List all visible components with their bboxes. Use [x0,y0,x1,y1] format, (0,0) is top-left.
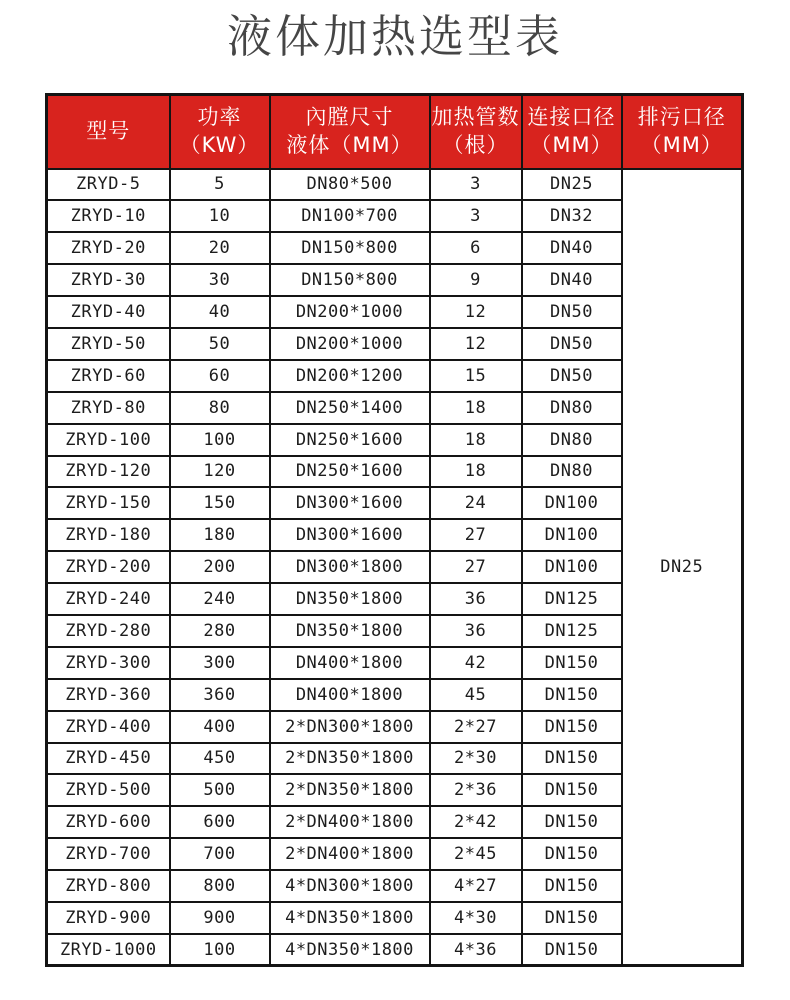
table-cell: 80 [170,392,270,424]
table-header [47,95,743,169]
table-cell: 2*DN350*1800 [270,743,430,775]
table-cell: DN300*1800 [270,551,430,583]
table-cell: ZRYD-280 [47,615,170,647]
header-power-line1: 功率 [197,105,242,130]
table-cell: ZRYD-40 [47,296,170,328]
table-cell: 24 [430,487,522,519]
header-tube-count [430,95,522,169]
table-cell: ZRYD-100 [47,424,170,456]
table-cell: DN250*1600 [270,424,430,456]
table-cell: 360 [170,679,270,711]
table-cell: 60 [170,360,270,392]
table-cell: DN80*500 [270,169,430,201]
table-cell: 2*DN300*1800 [270,711,430,743]
table-cell: DN40 [522,264,622,296]
header-power [170,95,270,169]
table-cell: 3 [430,200,522,232]
table-cell: ZRYD-600 [47,806,170,838]
table-cell: ZRYD-180 [47,519,170,551]
table-cell: 20 [170,232,270,264]
header-chamber-size [270,95,430,169]
header-tube-count-line1: 加热管数 [431,105,520,130]
header-drain-diameter-line2: （MM） [640,132,723,157]
table-cell: ZRYD-450 [47,743,170,775]
table-cell: 9 [430,264,522,296]
table-cell: DN40 [522,232,622,264]
table-cell: 100 [170,424,270,456]
table-cell: 800 [170,870,270,902]
table-cell: 600 [170,806,270,838]
table-cell: DN200*1200 [270,360,430,392]
header-model-line1: 型号 [86,119,131,144]
table-cell: 18 [430,424,522,456]
table-cell: DN100 [522,487,622,519]
table-cell: DN150 [522,934,622,966]
table-cell: DN200*1000 [270,296,430,328]
table-cell: DN250*1400 [270,392,430,424]
header-tube-count-line2: （根） [442,132,509,157]
selection-table [45,93,744,967]
table-cell: DN250*1600 [270,456,430,488]
table-body [47,169,743,966]
table-cell: 18 [430,456,522,488]
table-cell: 18 [430,392,522,424]
table-cell: DN50 [522,296,622,328]
table-cell: 280 [170,615,270,647]
table-cell: DN150 [522,679,622,711]
table-cell: ZRYD-300 [47,647,170,679]
table-cell: DN200*1000 [270,328,430,360]
table-cell: 2*DN350*1800 [270,774,430,806]
table-cell: DN150 [522,711,622,743]
page-title: 液体加热选型表 [226,10,563,63]
table-cell: 2*27 [430,711,522,743]
table-cell: DN100 [522,519,622,551]
table-cell: ZRYD-700 [47,838,170,870]
table-cell: 180 [170,519,270,551]
table-cell: DN50 [522,328,622,360]
table-cell: ZRYD-360 [47,679,170,711]
drain-diameter-merged-cell: DN25 [622,169,743,966]
header-connection-diameter [522,95,622,169]
table-cell: 50 [170,328,270,360]
table-cell: ZRYD-30 [47,264,170,296]
table-cell: 4*36 [430,934,522,966]
table-cell: 2*DN400*1800 [270,806,430,838]
table-cell: DN125 [522,615,622,647]
table-cell: DN400*1800 [270,647,430,679]
table-cell: 45 [430,679,522,711]
table-cell: 30 [170,264,270,296]
table-cell: ZRYD-400 [47,711,170,743]
table-cell: ZRYD-10 [47,200,170,232]
header-drain-diameter [622,95,743,169]
table-cell: ZRYD-80 [47,392,170,424]
header-model [47,95,170,169]
table-cell: DN80 [522,456,622,488]
table-cell: ZRYD-5 [47,169,170,201]
table-cell: 100 [170,934,270,966]
header-connection-diameter-line2: （MM） [530,132,613,157]
table-cell: DN150*800 [270,264,430,296]
table-cell: 4*27 [430,870,522,902]
table-cell: 10 [170,200,270,232]
table-cell: 2*DN400*1800 [270,838,430,870]
table-cell: ZRYD-900 [47,902,170,934]
table-cell: DN80 [522,424,622,456]
table-cell: 15 [430,360,522,392]
table-cell: 3 [430,169,522,201]
table-cell: 40 [170,296,270,328]
header-drain-diameter-line1: 排污口径 [637,105,726,130]
table-cell: 12 [430,296,522,328]
table-cell: 400 [170,711,270,743]
header-chamber-size-line2: 液体（MM） [286,132,413,157]
table-cell: 4*30 [430,902,522,934]
table-cell: 2*42 [430,806,522,838]
table-cell: DN350*1800 [270,583,430,615]
table-cell: DN50 [522,360,622,392]
table-cell: ZRYD-200 [47,551,170,583]
table-cell: 120 [170,456,270,488]
table-cell: 36 [430,583,522,615]
table-cell: ZRYD-500 [47,774,170,806]
table-cell: 4*DN300*1800 [270,870,430,902]
table-cell: DN300*1600 [270,487,430,519]
table-cell: DN32 [522,200,622,232]
table-cell: DN150 [522,838,622,870]
table-cell: DN400*1800 [270,679,430,711]
table-cell: ZRYD-800 [47,870,170,902]
table-cell: DN25 [522,169,622,201]
table-cell: 450 [170,743,270,775]
table-cell: 700 [170,838,270,870]
table-cell: DN100*700 [270,200,430,232]
table-cell: 200 [170,551,270,583]
table-cell: DN350*1800 [270,615,430,647]
table-cell: 42 [430,647,522,679]
header-connection-diameter-line1: 连接口径 [527,105,616,130]
table-cell: 2*30 [430,743,522,775]
table-cell: ZRYD-1000 [47,934,170,966]
table-cell: ZRYD-50 [47,328,170,360]
table-cell: DN300*1600 [270,519,430,551]
table-cell: 2*36 [430,774,522,806]
table-cell: 500 [170,774,270,806]
table-cell: 150 [170,487,270,519]
table-cell: 300 [170,647,270,679]
table-cell: DN80 [522,392,622,424]
table-cell: ZRYD-20 [47,232,170,264]
header-row [47,95,743,169]
table-cell: 27 [430,519,522,551]
table-cell: 27 [430,551,522,583]
table-cell: ZRYD-240 [47,583,170,615]
table-cell: 240 [170,583,270,615]
table-cell: ZRYD-120 [47,456,170,488]
table-cell: 4*DN350*1800 [270,934,430,966]
table-cell: DN150 [522,902,622,934]
table-cell: ZRYD-60 [47,360,170,392]
table-cell: DN150 [522,774,622,806]
header-power-line2: （KW） [179,132,260,157]
table-cell: DN150*800 [270,232,430,264]
table-cell: 2*45 [430,838,522,870]
table-cell: DN150 [522,743,622,775]
table-cell: DN125 [522,583,622,615]
table-cell: 4*DN350*1800 [270,902,430,934]
table-cell: 36 [430,615,522,647]
table-cell: DN150 [522,647,622,679]
table-cell: ZRYD-150 [47,487,170,519]
table-cell: 6 [430,232,522,264]
table-row [47,169,743,201]
table-cell: 900 [170,902,270,934]
table-cell: DN150 [522,806,622,838]
table-cell: 5 [170,169,270,201]
header-chamber-size-line1: 內膛尺寸 [305,105,394,130]
table-cell: 12 [430,328,522,360]
table-cell: DN150 [522,870,622,902]
table-cell: DN100 [522,551,622,583]
